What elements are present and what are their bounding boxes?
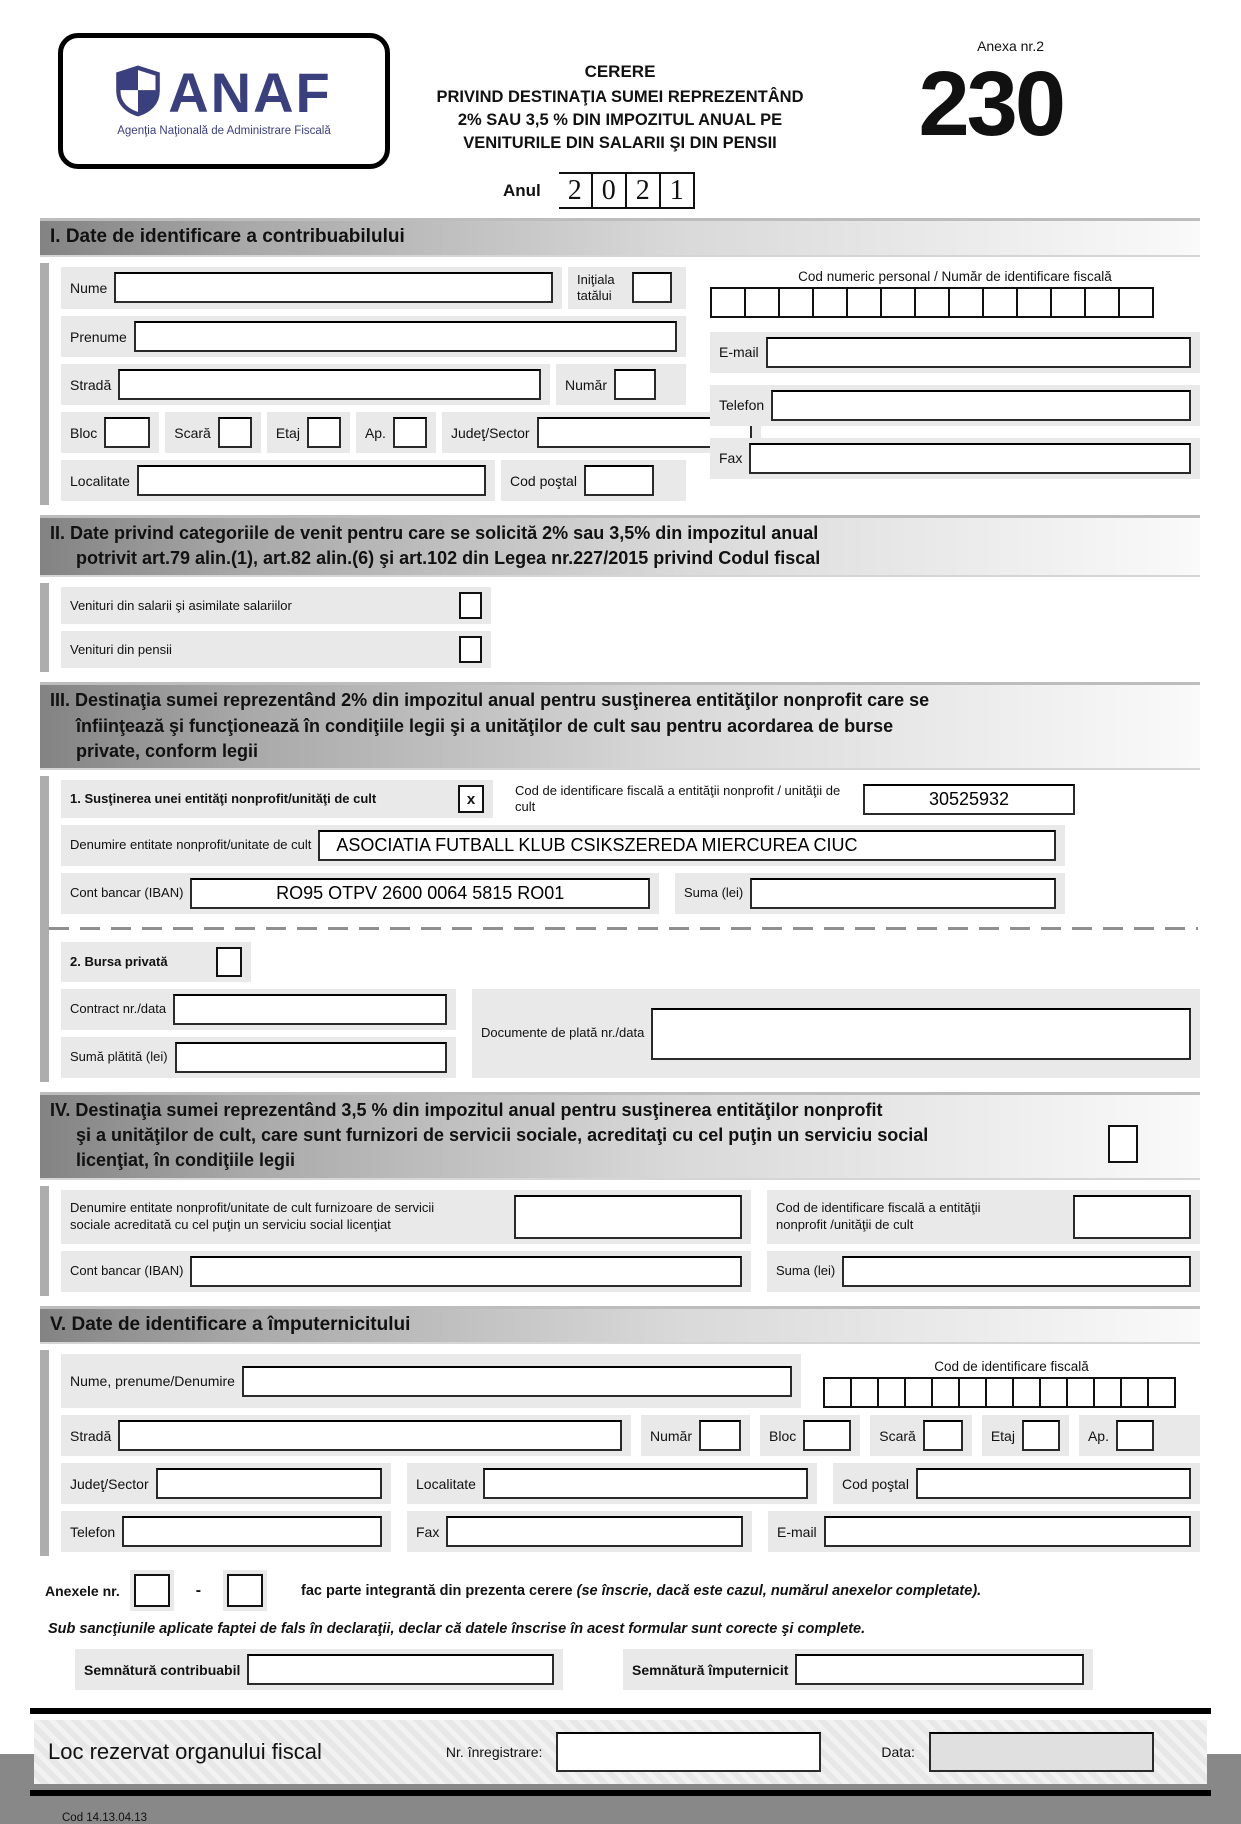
s5-fax-label: Fax: [416, 1523, 440, 1540]
contract-label: Contract nr./data: [70, 1001, 167, 1017]
anexe-text-main: fac parte integrantă din prezenta cerere: [301, 1582, 577, 1599]
section4-body: [40, 1186, 1200, 1296]
telefon-label: Telefon: [719, 397, 765, 414]
field-scara: [165, 412, 261, 453]
suma-platita-input[interactable]: [175, 1042, 447, 1073]
bursa-privata-checkbox[interactable]: [216, 947, 242, 977]
etaj-input[interactable]: [307, 417, 341, 448]
fiscal-data-input[interactable]: [929, 1732, 1154, 1772]
s4-cod-label-line2: nonprofit /unităţii de cult: [776, 1216, 914, 1232]
section3-body: [40, 776, 1200, 1082]
s5-nume-input[interactable]: [242, 1366, 792, 1397]
s5-cod-postal-label: Cod poştal: [842, 1475, 909, 1492]
s4-denumire-label-line1: Denumire entitate nonprofit/unitate de cult furnizoare de servicii: [70, 1200, 435, 1216]
s4-denumire-label: [70, 1200, 507, 1233]
email-input[interactable]: [766, 337, 1191, 368]
initiala-label: Iniţiala tatălui: [577, 271, 615, 303]
sig-imputernicit-input[interactable]: [795, 1654, 1084, 1685]
numar-label: Număr: [565, 376, 608, 393]
digit-cell[interactable]: [744, 287, 780, 318]
section2-body: [40, 583, 1200, 672]
field-etaj: [267, 412, 350, 453]
digit-cell[interactable]: [880, 287, 916, 318]
field-denumire-entitate: [61, 825, 1065, 866]
section4-title-line3: licenţiat, în condiţiile legii: [76, 1150, 296, 1171]
year-digit-cell[interactable]: 2: [627, 172, 661, 209]
signature-row: [75, 1649, 1200, 1690]
field-s5-strada: [61, 1415, 631, 1456]
field-cod-fiscal-entitate: [515, 783, 1075, 816]
year-row: [503, 172, 695, 209]
localitate-input[interactable]: [137, 465, 486, 496]
field-cod-postal: [501, 460, 686, 501]
section1-header: I. Date de identificare a contribuabilului: [40, 218, 1200, 257]
bloc-input[interactable]: [104, 417, 150, 448]
field-s5-telefon: [61, 1511, 391, 1552]
s5-scara-input[interactable]: [923, 1420, 963, 1451]
digit-cell[interactable]: [914, 287, 950, 318]
anexe-box-2[interactable]: [227, 1574, 263, 1607]
field-fax: [710, 438, 1200, 479]
suma-input[interactable]: [750, 878, 1056, 909]
field-bursa-privata: [61, 942, 251, 982]
s4-denumire-input[interactable]: [514, 1195, 742, 1239]
venituri-salarii-checkbox[interactable]: [459, 592, 482, 619]
digit-cell[interactable]: [710, 287, 746, 318]
field-sustinere-entitate: [61, 780, 493, 818]
section4-title-line1: IV. Destinaţia sumei reprezentând 3,5 % din impozitul anual pentru susţinerea entităţilor nonprofit: [50, 1100, 883, 1121]
s5-email-input[interactable]: [824, 1516, 1191, 1547]
field-contract: [61, 989, 456, 1030]
form-title: [380, 62, 860, 154]
venituri-salarii-label: Venituri din salarii şi asimilate salariilor: [70, 597, 292, 613]
anaf-logo: [58, 33, 390, 169]
s5-localitate-input[interactable]: [483, 1468, 808, 1499]
digit-cell[interactable]: [985, 1377, 1014, 1408]
field-s5-bloc: [760, 1415, 860, 1456]
digit-cell[interactable]: [1120, 1377, 1149, 1408]
field-s4-iban: [61, 1251, 751, 1292]
etaj-label: Etaj: [275, 424, 300, 441]
digit-cell[interactable]: [1050, 287, 1086, 318]
cnp-label: Cod numeric personal / Număr de identificare fiscală: [798, 268, 1112, 284]
section4-checkbox[interactable]: [1108, 1125, 1138, 1163]
dashed-divider: [49, 924, 1198, 932]
cod-postal-label: Cod poştal: [510, 472, 577, 489]
s5-scara-label: Scară: [879, 1427, 916, 1444]
field-bloc: [61, 412, 159, 453]
section3-header: [40, 682, 1200, 770]
field-telefon: [710, 385, 1200, 426]
field-s5-nume: [61, 1354, 801, 1408]
fiscal-section: [30, 1708, 1211, 1796]
field-s4-denumire: [61, 1190, 751, 1244]
field-venituri-pensii: [61, 631, 491, 668]
s4-iban-input[interactable]: [190, 1256, 742, 1287]
ap-input[interactable]: [393, 417, 427, 448]
s5-bloc-input[interactable]: [803, 1420, 851, 1451]
digit-cell[interactable]: [778, 287, 814, 318]
prenume-input[interactable]: [134, 321, 677, 352]
fiscal-data-label: Data:: [881, 1744, 915, 1761]
field-ap: [356, 412, 436, 453]
s5-nume-label: Nume, prenume/Denumire: [70, 1373, 235, 1390]
field-email: [710, 332, 1200, 373]
field-sig-imputernicit: [623, 1649, 1093, 1690]
digit-cell[interactable]: [948, 287, 984, 318]
s5-etaj-label: Etaj: [990, 1427, 1015, 1444]
digit-cell[interactable]: [1066, 1377, 1095, 1408]
s4-suma-input[interactable]: [842, 1256, 1191, 1287]
fiscal-title: Loc rezervat organului fiscal: [48, 1739, 322, 1765]
section4-header: [40, 1092, 1200, 1180]
title-line-1: CERERE: [584, 62, 656, 81]
year-digit-cell[interactable]: 1: [661, 172, 695, 209]
scara-input[interactable]: [218, 417, 252, 448]
sig-contribuabil-label: Semnătură contribuabil: [84, 1661, 241, 1678]
fax-label: Fax: [719, 450, 743, 467]
digit-cell[interactable]: [982, 287, 1018, 318]
form-header: [0, 0, 1241, 218]
s5-cod-postal-input[interactable]: [916, 1468, 1191, 1499]
s4-cod-label-line1: Cod de identificare fiscală a entităţii: [776, 1200, 981, 1216]
anexe-row: [45, 1570, 1200, 1611]
field-documente-plata: [472, 989, 1200, 1078]
anexe-text: [301, 1583, 981, 1599]
section1-body: [40, 263, 1200, 506]
cod-fiscal-entitate-input[interactable]: [863, 784, 1075, 815]
s4-iban-label: Cont bancar (IBAN): [70, 1262, 184, 1278]
field-s5-numar: [641, 1415, 750, 1456]
strada-label: Stradă: [70, 376, 112, 393]
s5-numar-input[interactable]: [699, 1420, 741, 1451]
bursa-privata-label: 2. Bursa privată: [70, 953, 168, 969]
s4-suma-label: Suma (lei): [776, 1262, 836, 1278]
section3-title-line1: III. Destinaţia sumei reprezentând 2% din impozitul anual pentru susţinerea entităţilor nonprofit care se: [50, 690, 930, 711]
field-sig-contribuabil: [75, 1649, 563, 1690]
field-s5-email: [768, 1511, 1200, 1552]
initiala-input[interactable]: [632, 272, 672, 303]
ap-label: Ap.: [364, 424, 386, 441]
nume-label: Nume: [70, 279, 108, 296]
s5-fax-input[interactable]: [446, 1516, 743, 1547]
digit-cell[interactable]: [1039, 1377, 1068, 1408]
section3-title-line3: private, conform legii: [76, 740, 259, 761]
anexe-box-1[interactable]: [134, 1574, 170, 1607]
title-line-3: 2% SAU 3,5 % DIN IMPOZITUL ANUAL PE: [457, 110, 783, 129]
s5-telefon-label: Telefon: [70, 1523, 116, 1540]
digit-cell[interactable]: [846, 287, 882, 318]
strada-input[interactable]: [118, 369, 541, 400]
digit-cell[interactable]: [1147, 1377, 1176, 1408]
field-s4-suma: [767, 1251, 1200, 1292]
s5-telefon-input[interactable]: [122, 1516, 382, 1547]
s5-ap-input[interactable]: [1116, 1420, 1154, 1451]
s5-bloc-label: Bloc: [769, 1427, 797, 1444]
anexe-box-2-pad: [223, 1570, 267, 1611]
sig-imputernicit-label: Semnătură împuternicit: [632, 1661, 789, 1678]
suma-label: Suma (lei): [684, 885, 744, 901]
digit-cell[interactable]: [850, 1377, 879, 1408]
section2-header: [40, 515, 1200, 577]
annex-number: Anexa nr.2: [977, 38, 1044, 54]
cnp-cell-grid[interactable]: [710, 287, 1200, 318]
section2-title-line1: II. Date privind categoriile de venit pentru care se solicită 2% sau 3,5% din impozitul anual: [50, 523, 819, 544]
venituri-pensii-checkbox[interactable]: [459, 636, 482, 663]
field-iban: [61, 873, 659, 914]
judet-label: Judeţ/Sector: [450, 424, 530, 441]
fiscal-nr-input[interactable]: [556, 1732, 821, 1772]
fax-input[interactable]: [749, 443, 1191, 474]
s5-etaj-input[interactable]: [1022, 1420, 1060, 1451]
s5-judet-label: Judeţ/Sector: [70, 1475, 149, 1492]
denumire-entitate-input[interactable]: [318, 830, 1056, 861]
field-s5-cif: [823, 1357, 1200, 1408]
digit-cell[interactable]: [812, 287, 848, 318]
digit-cell[interactable]: [1012, 1377, 1041, 1408]
s5-localitate-label: Localitate: [416, 1475, 476, 1492]
fiscal-nr-label: Nr. înregistrare:: [445, 1744, 543, 1761]
denumire-entitate-label: Denumire entitate nonprofit/unitate de cult: [70, 837, 312, 853]
digit-cell[interactable]: [1084, 287, 1120, 318]
field-s5-localitate: [407, 1463, 817, 1504]
nume-input[interactable]: [114, 272, 553, 303]
prenume-label: Prenume: [70, 328, 127, 345]
s4-cod-input[interactable]: [1073, 1195, 1191, 1239]
s4-cod-label: [776, 1200, 1066, 1233]
field-s5-ap: [1079, 1415, 1200, 1456]
digit-cell[interactable]: [1016, 287, 1052, 318]
suma-platita-label: Sumă plătită (lei): [70, 1049, 168, 1065]
field-s4-cod: [767, 1190, 1200, 1244]
section2-title-line2: potrivit art.79 alin.(1), art.82 alin.(6) şi art.102 din Legea nr.227/2015 privind Codul fiscal: [76, 548, 821, 569]
anexe-text-note: (se înscrie, dacă este cazul, numărul anexelor completate).: [576, 1582, 982, 1599]
field-prenume: [61, 316, 686, 357]
sustinere-entitate-checkbox[interactable]: x: [458, 785, 484, 813]
field-s5-scara: [870, 1415, 972, 1456]
field-s5-judet: [61, 1463, 391, 1504]
s4-denumire-label-line2: sociale acreditată cu cel puţin un serviciu social licenţiat: [70, 1216, 391, 1232]
field-initiala: [568, 267, 686, 310]
digit-cell[interactable]: [823, 1377, 852, 1408]
year-label: Anul: [503, 180, 541, 200]
numar-input[interactable]: [614, 369, 656, 400]
localitate-label: Localitate: [70, 472, 130, 489]
venituri-pensii-label: Venituri din pensii: [70, 641, 172, 657]
iban-input[interactable]: [190, 878, 650, 909]
anexe-label: Anexele nr.: [45, 1582, 120, 1599]
documente-plata-label: Documente de plată nr./data: [481, 1025, 645, 1041]
declaration-text: Sub sancţiunile aplicate faptei de fals în declaraţii, declar că datele înscrise în acest formular sunt corecte şi complete.: [48, 1621, 866, 1638]
anexe-dash: -: [195, 1581, 202, 1599]
field-localitate: [61, 460, 495, 501]
s5-cif-label: Cod de identificare fiscală: [934, 1359, 1089, 1375]
form-number: 230: [918, 53, 1063, 155]
form-code: Cod 14.13.04.13: [62, 1812, 148, 1824]
s5-numar-label: Număr: [650, 1427, 693, 1444]
cod-postal-input[interactable]: [584, 465, 654, 496]
digit-cell[interactable]: [904, 1377, 933, 1408]
iban-label: Cont bancar (IBAN): [70, 885, 184, 901]
anaf-brand-text: ANAF: [168, 61, 332, 124]
field-s5-fax: [407, 1511, 752, 1552]
digit-cell[interactable]: [958, 1377, 987, 1408]
field-suma-platita: [61, 1037, 456, 1078]
field-nume: [61, 267, 562, 310]
year-digit-cell[interactable]: 0: [593, 172, 627, 209]
s5-judet-input[interactable]: [156, 1468, 382, 1499]
title-line-4: VENITURILE DIN SALARII ŞI DIN PENSII: [463, 133, 777, 152]
sustinere-entitate-label: 1. Susţinerea unei entităţi nonprofit/unităţi de cult: [70, 790, 377, 806]
sig-contribuabil-input[interactable]: [247, 1654, 554, 1685]
section5-header: V. Date de identificare a împuternicitului: [40, 1306, 1200, 1345]
anexe-box-1-pad: [130, 1570, 174, 1611]
documente-plata-input[interactable]: [651, 1008, 1191, 1060]
digit-cell[interactable]: [877, 1377, 906, 1408]
field-numar: [556, 364, 686, 405]
section5-body: [40, 1350, 1200, 1556]
cod-fiscal-entitate-label: Cod de identificare fiscală a entităţii nonprofit / unităţii de cult: [515, 782, 841, 815]
email-label: E-mail: [719, 344, 759, 361]
anaf-shield-icon: [116, 66, 160, 121]
digit-cell[interactable]: [931, 1377, 960, 1408]
contract-input[interactable]: [173, 994, 447, 1025]
field-s5-etaj: [982, 1415, 1069, 1456]
scara-label: Scară: [174, 424, 211, 441]
field-venituri-salarii: [61, 587, 491, 624]
s5-strada-label: Stradă: [70, 1427, 112, 1444]
cif-cell-grid[interactable]: [823, 1377, 1200, 1408]
digit-cell[interactable]: [1118, 287, 1154, 318]
section3-title-line2: înfiinţează şi funcţionează în condiţiile legii şi a unităţilor de cult sau pentru acordarea de burse: [76, 715, 894, 736]
telefon-input[interactable]: [771, 390, 1191, 421]
year-digit-cell[interactable]: 2: [559, 172, 593, 209]
section4-title-line2: şi a unităţilor de cult, care sunt furnizori de servicii sociale, acreditaţi cu cel puţin un serviciu social: [76, 1125, 929, 1146]
anaf-subtitle: Agenţia Naţională de Administrare Fiscală: [117, 125, 331, 137]
field-s5-cod-postal: [833, 1463, 1200, 1504]
bloc-label: Bloc: [70, 424, 98, 441]
s5-strada-input[interactable]: [118, 1420, 622, 1451]
s5-ap-label: Ap.: [1087, 1427, 1109, 1444]
field-strada: [61, 364, 550, 405]
title-line-2: PRIVIND DESTINAŢIA SUMEI REPREZENTÂND: [436, 88, 804, 106]
digit-cell[interactable]: [1093, 1377, 1122, 1408]
s5-email-label: E-mail: [777, 1523, 817, 1540]
field-suma: [675, 873, 1065, 914]
